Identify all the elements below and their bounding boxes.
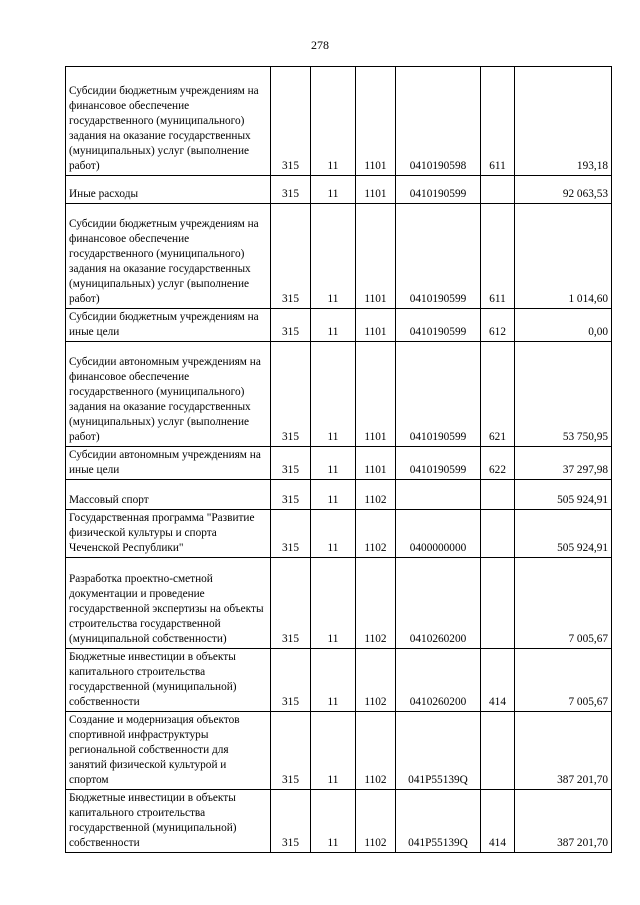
row-subsection: 1101: [356, 176, 396, 204]
row-amount: 193,18: [515, 67, 612, 176]
row-amount: 7 005,67: [515, 649, 612, 712]
row-type: [481, 510, 515, 558]
row-amount: 505 924,91: [515, 480, 612, 510]
row-amount: 7 005,67: [515, 558, 612, 649]
table-row: [66, 176, 612, 204]
row-ministry: 315: [271, 447, 311, 480]
row-target: 041P55139Q: [396, 790, 481, 853]
row-type: 414: [481, 649, 515, 712]
row-name: Субсидии автономным учреждениям на иные цели: [66, 447, 271, 480]
row-section: 11: [311, 558, 356, 649]
row-ministry: 315: [271, 510, 311, 558]
row-ministry: 315: [271, 204, 311, 309]
row-target: 0410190599: [396, 309, 481, 342]
row-target: [396, 480, 481, 510]
row-subsection: 1101: [356, 447, 396, 480]
row-subsection: 1102: [356, 480, 396, 510]
table-row: [66, 342, 612, 447]
row-subsection: 1101: [356, 309, 396, 342]
row-target: 041P55139Q: [396, 712, 481, 790]
row-section: 11: [311, 342, 356, 447]
table-row: [66, 309, 612, 342]
row-type: 611: [481, 204, 515, 309]
row-target: 0400000000: [396, 510, 481, 558]
row-type: 622: [481, 447, 515, 480]
row-section: 11: [311, 510, 356, 558]
row-section: 11: [311, 480, 356, 510]
table-row: [66, 712, 612, 790]
row-name: Бюджетные инвестиции в объекты капитального строительства государственной (муниципальной) собственности: [66, 649, 271, 712]
row-section: 11: [311, 176, 356, 204]
row-amount: 505 924,91: [515, 510, 612, 558]
row-ministry: 315: [271, 712, 311, 790]
page-number: 278: [311, 38, 329, 52]
row-target: 0410190599: [396, 342, 481, 447]
row-target: 0410190599: [396, 176, 481, 204]
row-type: 621: [481, 342, 515, 447]
row-subsection: 1102: [356, 712, 396, 790]
row-name: Субсидии бюджетным учреждениям на финансовое обеспечение государственного (муниципального) задания на оказание государственных (муниципальных) услуг (выполнение работ): [66, 67, 271, 176]
table-row: [66, 558, 612, 649]
row-amount: 1 014,60: [515, 204, 612, 309]
row-type: [481, 558, 515, 649]
row-ministry: 315: [271, 309, 311, 342]
row-type: [481, 480, 515, 510]
row-ministry: 315: [271, 558, 311, 649]
table-row: [66, 649, 612, 712]
row-target: 0410260200: [396, 649, 481, 712]
row-target: 0410190599: [396, 447, 481, 480]
table-row: [66, 510, 612, 558]
row-section: 11: [311, 67, 356, 176]
row-name: Субсидии автономным учреждениям на финансовое обеспечение государственного (муниципального) задания на оказание государственных (муниципальных) услуг (выполнение работ): [66, 342, 271, 447]
row-amount: 92 063,53: [515, 176, 612, 204]
row-amount: 387 201,70: [515, 790, 612, 853]
row-section: 11: [311, 712, 356, 790]
row-type: [481, 176, 515, 204]
row-name: Создание и модернизация объектов спортивной инфраструктуры региональной собственности для занятий физической культурой и спортом: [66, 712, 271, 790]
row-subsection: 1102: [356, 649, 396, 712]
row-section: 11: [311, 649, 356, 712]
row-amount: 387 201,70: [515, 712, 612, 790]
table-row: [66, 480, 612, 510]
table-row: [66, 204, 612, 309]
row-amount: 37 297,98: [515, 447, 612, 480]
row-subsection: 1102: [356, 510, 396, 558]
row-type: 611: [481, 67, 515, 176]
table-row: [66, 67, 612, 176]
row-ministry: 315: [271, 176, 311, 204]
row-subsection: 1101: [356, 67, 396, 176]
row-ministry: 315: [271, 67, 311, 176]
row-target: 0410190599: [396, 204, 481, 309]
row-section: 11: [311, 204, 356, 309]
row-section: 11: [311, 447, 356, 480]
row-ministry: 315: [271, 480, 311, 510]
budget-table: [65, 66, 612, 853]
row-type: 612: [481, 309, 515, 342]
row-name: Массовый спорт: [66, 480, 271, 510]
row-section: 11: [311, 790, 356, 853]
row-name: Разработка проектно-сметной документации и проведение государственной экспертизы на объекты строительства государственной (муниципальной собственности): [66, 558, 271, 649]
table-row: [66, 447, 612, 480]
row-type: [481, 712, 515, 790]
table-row: [66, 790, 612, 853]
row-name: Государственная программа "Развитие физической культуры и спорта Чеченской Республики": [66, 510, 271, 558]
row-subsection: 1102: [356, 790, 396, 853]
row-name: Бюджетные инвестиции в объекты капитального строительства государственной (муниципальной) собственности: [66, 790, 271, 853]
row-subsection: 1101: [356, 204, 396, 309]
row-subsection: 1101: [356, 342, 396, 447]
row-name: Иные расходы: [66, 176, 271, 204]
row-name: Субсидии бюджетным учреждениям на иные цели: [66, 309, 271, 342]
row-ministry: 315: [271, 790, 311, 853]
row-amount: 53 750,95: [515, 342, 612, 447]
row-target: 0410190598: [396, 67, 481, 176]
row-subsection: 1102: [356, 558, 396, 649]
row-type: 414: [481, 790, 515, 853]
row-target: 0410260200: [396, 558, 481, 649]
row-ministry: 315: [271, 342, 311, 447]
row-section: 11: [311, 309, 356, 342]
row-ministry: 315: [271, 649, 311, 712]
row-amount: 0,00: [515, 309, 612, 342]
row-name: Субсидии бюджетным учреждениям на финансовое обеспечение государственного (муниципального) задания на оказание государственных (муниципальных) услуг (выполнение работ): [66, 204, 271, 309]
